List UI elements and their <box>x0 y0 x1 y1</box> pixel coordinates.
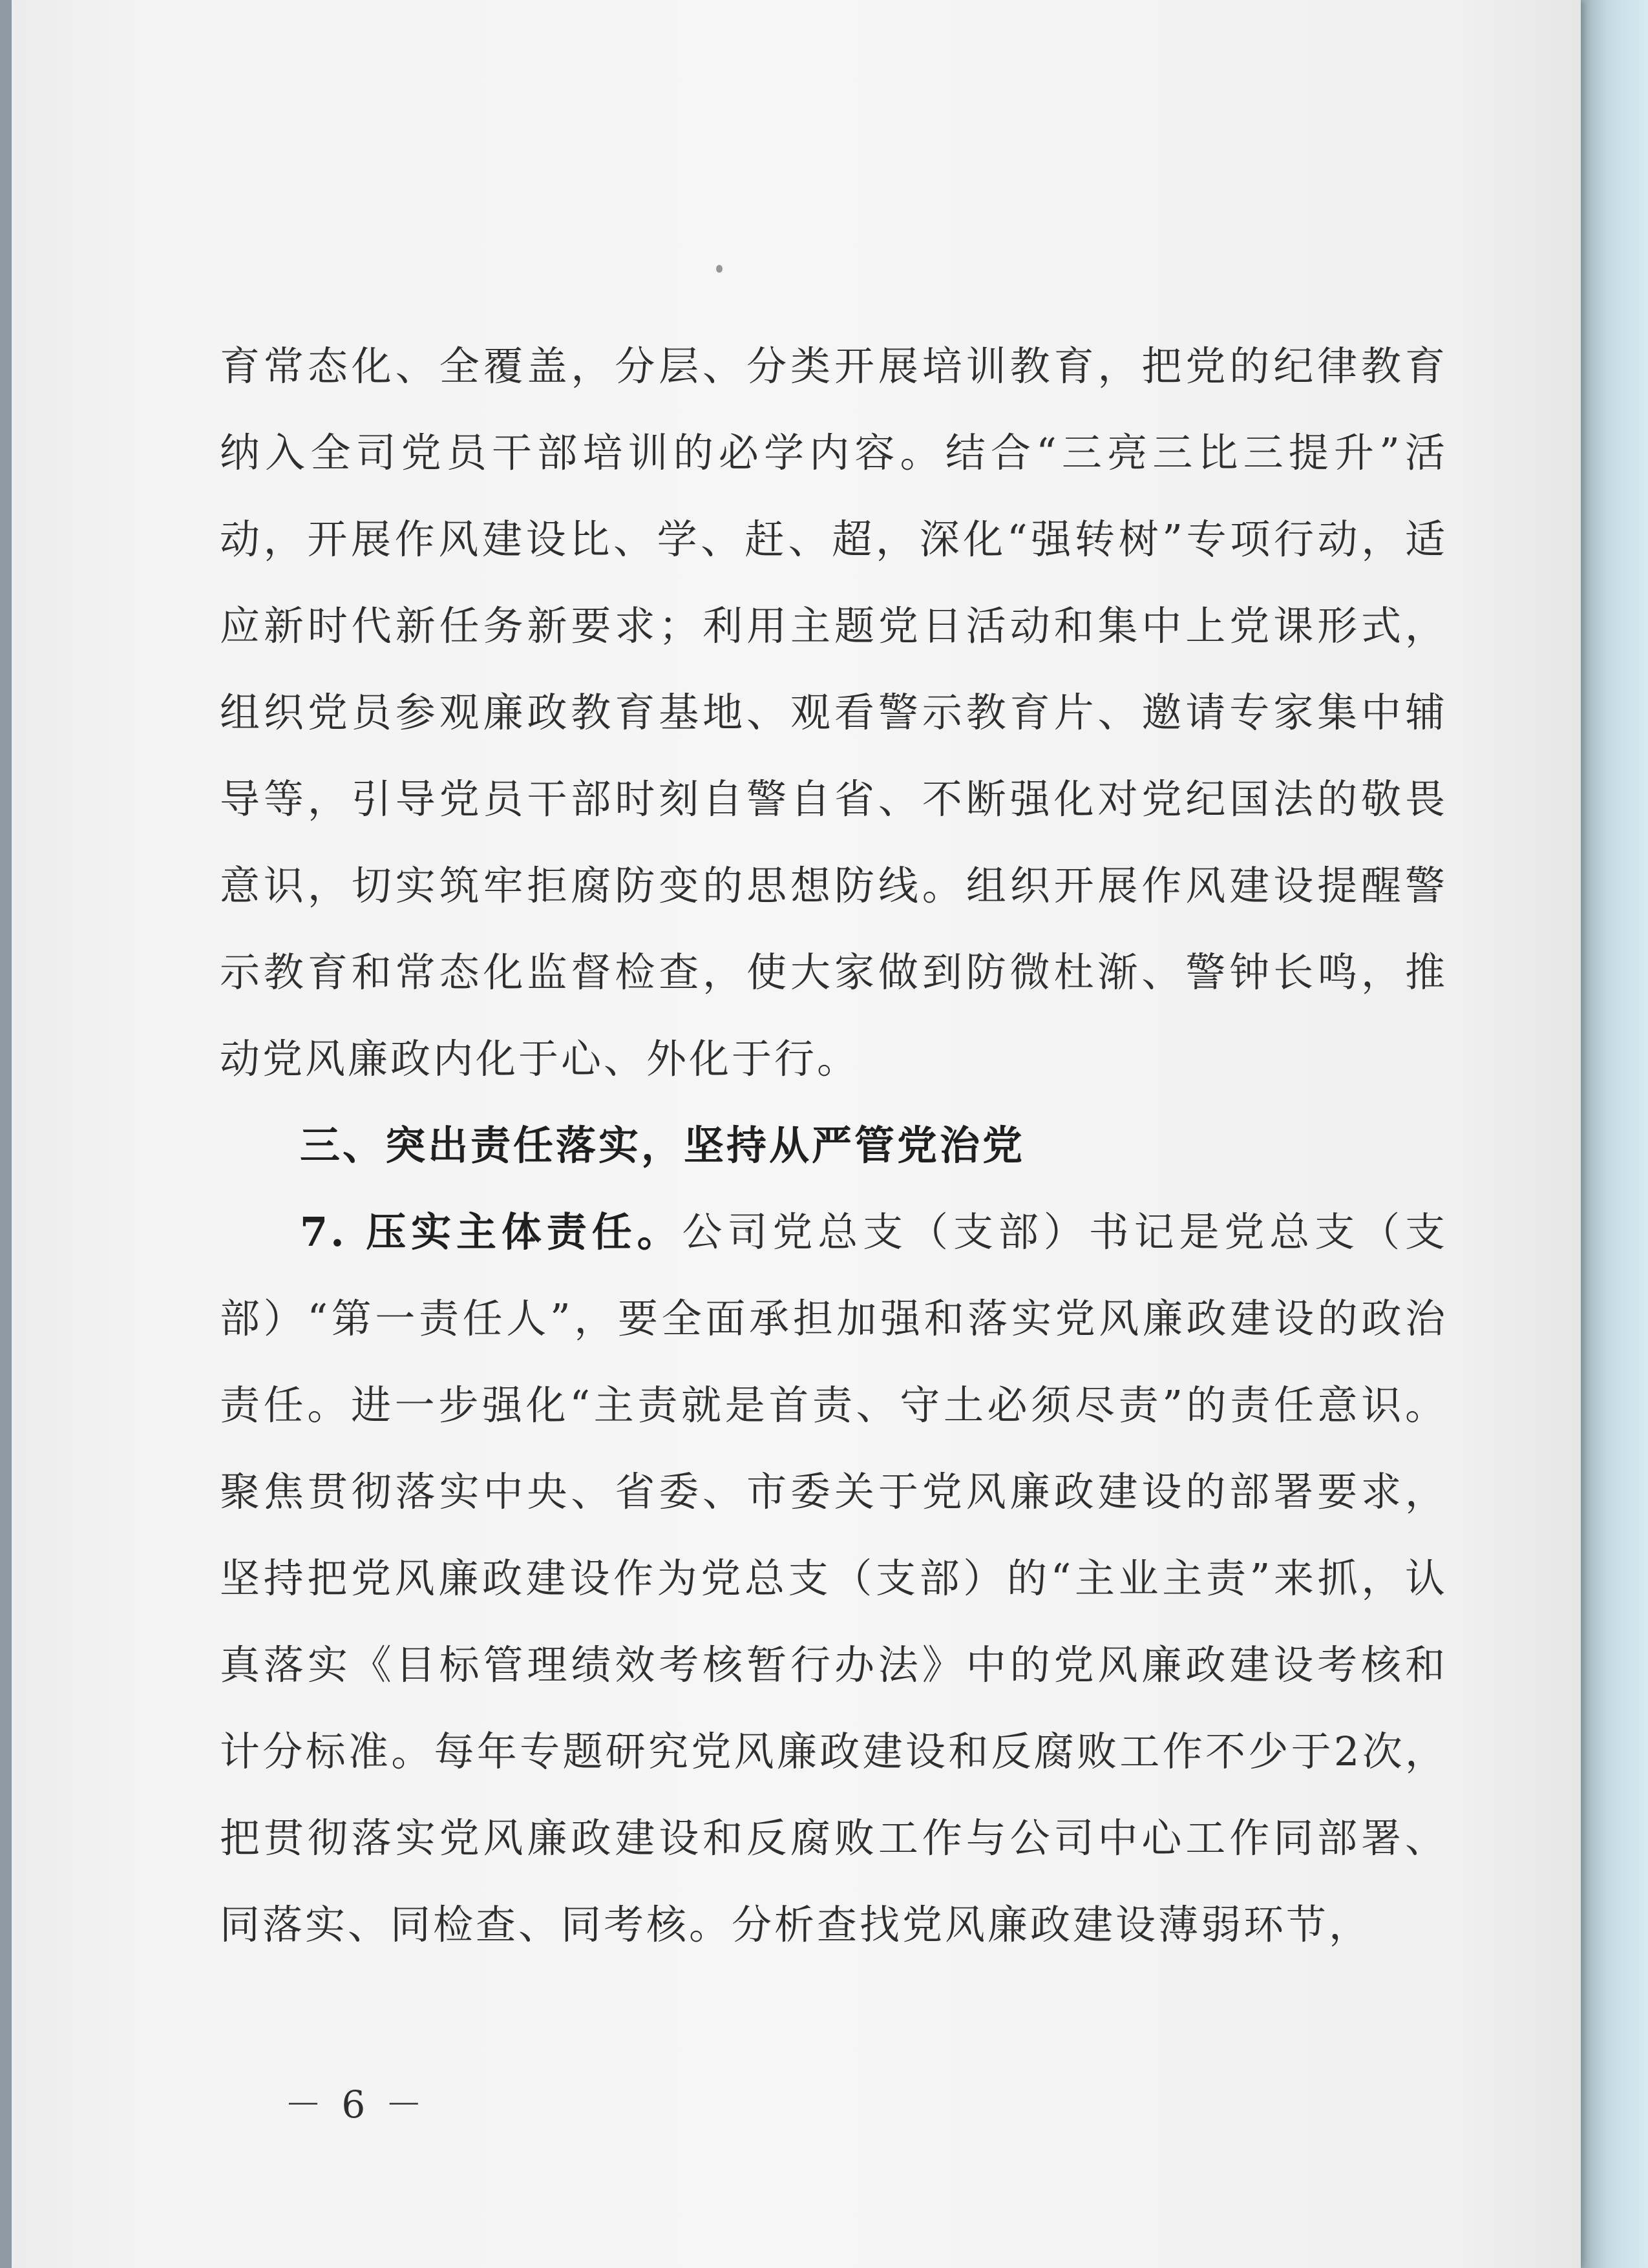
page-edge <box>1581 0 1648 2268</box>
item-7-text: 公司党总支（支部）书记是党总支（支部）“第一责任人”，要全面承担加强和落实党风廉政建设的政治责任。进一步强化“主责就是首责、守土必须尽责”的责任意识。聚焦贯彻落实中央、省委、市委关于党风廉政建设的部署要求，坚持把党风廉政建设作为党总支（支部）的“主业主责”来抓，认真落实《目标管理绩效考核暂行办法》中的党风廉政建设考核和计分标准。每年专题研究党风廉政建设和反腐败工作不少于2次，把贯彻落实党风廉政建设和反腐败工作与公司中心工作同部署、同落实、同检查、同考核。分析查找党风廉政建设薄弱环节， <box>220 1208 1448 1948</box>
document-body <box>220 323 1448 1968</box>
page-number: － 6 － <box>284 2083 427 2126</box>
scan-speck <box>716 265 723 273</box>
paragraph-continued: 育常态化、全覆盖，分层、分类开展培训教育，把党的纪律教育纳入全司党员干部培训的必学内容。结合“三亮三比三提升”活动，开展作风建设比、学、赶、超，深化“强转树”专项行动，适应新时代新任务新要求；利用主题党日活动和集中上党课形式，组织党员参观廉政教育基地、观看警示教育片、邀请专家集中辅导等，引导党员干部时刻自警自省、不断强化对党纪国法的敬畏意识，切实筑牢拒腐防变的思想防线。组织开展作风建设提醒警示教育和常态化监督检查，使大家做到防微杜渐、警钟长鸣，推动党风廉政内化于心、外化于行。 <box>220 342 1448 1082</box>
item-7-lead: 7. 压实主体责任。 <box>300 1208 682 1255</box>
paragraph-item-7 <box>220 1189 1448 1968</box>
section-heading: 三、突出责任落实，坚持从严管党治党 <box>300 1122 1026 1169</box>
